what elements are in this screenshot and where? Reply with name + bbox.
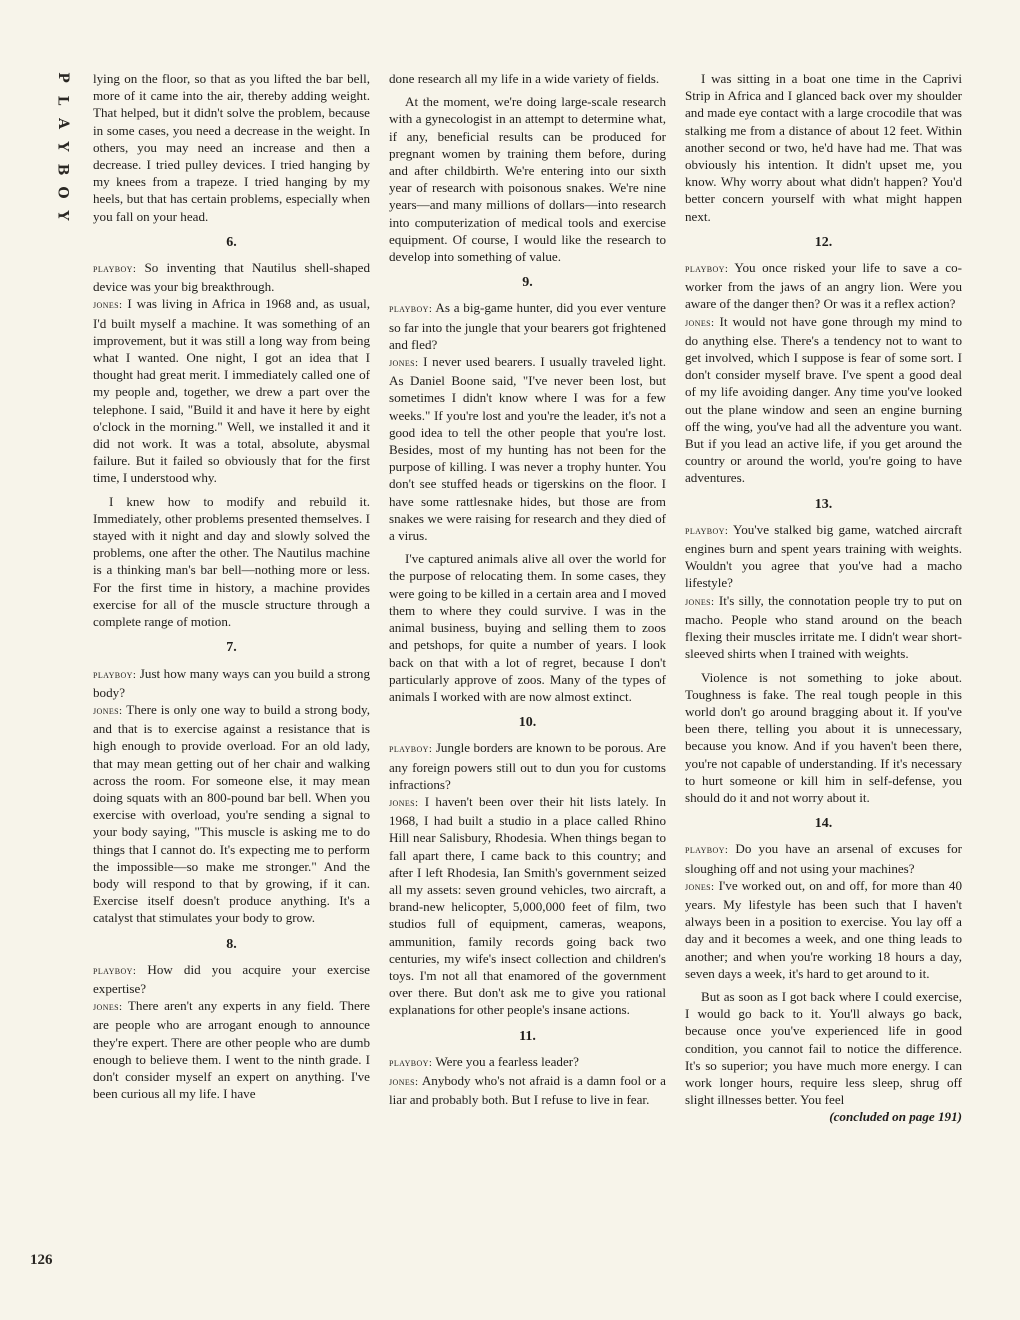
masthead-letter: A (54, 118, 71, 129)
masthead-letter: O (54, 186, 71, 199)
speaker-label: jones: (93, 1001, 123, 1014)
speaker-label: jones: (93, 299, 123, 312)
masthead-playboy (52, 66, 72, 227)
text-column-2 (389, 70, 666, 1108)
paragraph: At the moment, we're doing large-scale research with a gynecologist in an attempt to determine what, if any, beneficial results can be produced for pregnant women by training them before, during and after childbirth. We're entering into our sixth year of research with poisonous snakes. We're nine years—and many millions of dollars—into research into computerization of medical tools and exercise equipment. Of course, I would like the research to develop into something of value. (389, 94, 666, 265)
paragraph: done research all my life in a wide variety of fields. (389, 71, 660, 86)
speaker-label: playboy: (93, 263, 137, 276)
interviewer-question (685, 521, 962, 592)
paragraph: Violence is not something to joke about. Toughness is fake. The real tough people in this world don't go around bragging about it. If you've been there, telling you about it is unnecessary, because you know. And if you haven't been there, you're not capable of understanding. If it's necessary to hurt someone or kill him in self-defense, you should do it and not worry about it. (685, 669, 962, 805)
paragraph-text: I never used bearers. I usually traveled light. As Daniel Boone said, "I've never been lost, but sometimes I didn't know where I was for a few weeks." If you're lost and you're the leader, it's not a good idea to tell the other people that you're lost. Besides, most of my hunting has not been for the purpose of killing. I was never a trophy hunter. You don't see stuffed heads or tigerskins on the floor. I have some rattlesnake hides, but those are from snakes we were raising for research and they died of a virus. (389, 354, 666, 544)
paragraph-text: Do you have an arsenal of excuses for sloughing off and not using your machines? (685, 841, 962, 876)
speaker-label: playboy: (389, 1056, 433, 1069)
speaker-label: playboy: (685, 263, 729, 276)
question-number: 14. (814, 816, 833, 832)
interviewer-question (389, 1053, 666, 1072)
paragraph-text: Anybody who's not afraid is a damn fool or a liar and probably both. But I refuse to live in fear. (389, 1072, 666, 1108)
interviewee-answer (389, 353, 666, 544)
text-column-1 (93, 70, 370, 1102)
masthead-letter: B (54, 163, 71, 176)
interviewee-answer (685, 592, 962, 663)
question-number: 12. (814, 234, 833, 250)
interviewer-question (685, 259, 962, 313)
question-number: 13. (814, 496, 833, 512)
speaker-label: playboy: (93, 964, 137, 977)
paragraph-text: I was living in Africa in 1968 and, as usual, I'd built myself a machine. It was something of an improvement, but it was still a long way from being what I wanted. One night, I got an idea that I thought had great merit. I immediately called one of my people and, together, we drew a part over the telephone. I said, "Build it and have it here by eight o'clock in the morning." Well, we installed it and it did not work. It was a total, absolute, abysmal failure. But it failed so obviously that for the first time, I understood why. (93, 296, 370, 486)
interviewee-answer (389, 793, 666, 1019)
interviewer-question (93, 259, 370, 295)
paragraph-text: I've worked out, on and off, for more than 40 years. My lifestyle has been such that I haven't always been in a position to exercise. You lay off a day and it becomes a week, and one thing leads to another; and when you're working 18 hours a day, seven days a week, it's hard to get around to it. (685, 877, 962, 981)
paragraph: I was sitting in a boat one time in the Caprivi Strip in Africa and I glanced back over my shoulder and made eye contact with a large crocodile that was stalking me from a distance of about 12 feet. Within another second or two, he'd have had me. That was obviously his intention. It didn't upset me, you know. Why worry about what didn't happen? You'd better concern yourself with what might happen next. (685, 71, 962, 224)
paragraph: I knew how to modify and rebuild it. Immediately, other problems presented themselves. I stayed with it night and day and slowly solved the problems, one after the other. The Nautilus machine is a thinking man's bar bell—nothing more or less. For the first time in history, a machine provides exercise for all of the muscle structure through a complete range of motion. (93, 493, 370, 630)
interviewer-question (93, 665, 370, 701)
paragraph: But as soon as I got back where I could exercise, I would go back to it. You'll always go back, because once you've experienced life in good condition, you cannot fail to notice the difference. It's so superior; you have much more energy. I can work longer hours, require less sleep, shrug off slight illnesses better. You feel (685, 988, 962, 1108)
speaker-label: jones: (685, 595, 715, 608)
paragraph-text: Jungle borders are known to be porous. Are any foreign powers still out to dun you for customs infractions? (389, 740, 666, 792)
question-number: 11. (519, 1028, 536, 1044)
speaker-label: playboy: (93, 668, 137, 681)
paragraph-text: You once risked your life to save a co-worker from the jaws of an angry lion. Were you aware of the danger then? Or was it a reflex action? (685, 260, 962, 312)
paragraph-text: Were you a fearless leader? (432, 1053, 579, 1069)
question-number: 10. (518, 715, 537, 731)
masthead-letter: L (54, 95, 71, 106)
paragraph-text: There aren't any experts in any field. There are people who are arrogant enough to announce they're expert. There are other people who are dumb enough to believe them. I went to the ninth grade. I don't consider myself an expert on anything. I've been curious all my life. I have (93, 998, 370, 1102)
continuation-note: (concluded on page 191) (829, 1109, 962, 1125)
interviewee-answer (93, 701, 370, 927)
paragraph-text: There is only one way to build a strong body, and that is to exercise against a resistance that is high enough to provide overload. For an old lady, that may mean getting out of her chair and walking across the room. For someone else, it may mean doing squats with an 800-pound bar bell. When you exercise with overload, you're sending a signal to your body saying, "This muscle is asking me to do things that I cannot do. It's expecting me to perform the impossible—so make me stronger." And the body will respond to that by growing, if it can. Exercise itself doesn't produce anything. It's a catalyst that stimulates your body to grow. (93, 701, 370, 926)
question-number: 8. (226, 936, 237, 952)
page-number: 126 (30, 1252, 53, 1268)
text-column-3 (685, 70, 962, 1126)
interviewer-question (685, 840, 962, 876)
speaker-label: playboy: (685, 844, 729, 857)
paragraph-text: It's silly, the connotation people try to put on macho. People who stand around on the beach flexing their muscles irritate me. I didn't wear short-sleeved shirts when I trained with weights. (685, 592, 962, 662)
masthead-letter: P (54, 72, 71, 83)
interviewer-question (389, 739, 666, 793)
speaker-label: jones: (685, 880, 715, 893)
masthead-letter: Y (54, 141, 71, 152)
paragraph-text: You've stalked big game, watched aircraft engines burn and spent years training with weights. Wouldn't you agree that you've had a macho lifestyle? (685, 521, 962, 591)
speaker-label: jones: (685, 316, 715, 329)
paragraph-text: As a big-game hunter, did you ever venture so far into the jungle that your bearers got frightened and fled? (389, 300, 666, 352)
paragraph: lying on the floor, so that as you lifted the bar bell, more of it came into the air, thereby adding weight. That helped, but it didn't solve the problem, because in some cases, you need a decrease in the weight. In others, you may need an increase and then a decrease. I tried pulley devices. I tried hanging by my knees from a trapeze. I tried hanging by my heels, but that has certain problems, especially when you fall on your head. (93, 71, 370, 224)
paragraph-text: How did you acquire your exercise expertise? (93, 961, 370, 996)
interviewee-answer (389, 1072, 666, 1108)
paragraph-text: Just how many ways can you build a strong body? (93, 665, 370, 700)
question-number: 6. (226, 234, 237, 250)
interviewee-answer (93, 295, 370, 486)
speaker-label: jones: (93, 704, 123, 717)
masthead-letter: Y (54, 210, 71, 221)
question-number: 7. (226, 640, 237, 656)
interviewer-question (93, 961, 370, 997)
question-number: 9. (522, 275, 533, 291)
paragraph-text: So inventing that Nautilus shell-shaped device was your big breakthrough. (93, 260, 370, 295)
paragraph-text: It would not have gone through my mind to do anything else. There's a tendency not to want to get involved, which I suppose is fear of some sort. I don't consider myself brave. I've spent a good deal of my life avoiding danger. Any time you've looked out the plane window and seen an engine burning off the wing, you've had all the adventure you want. But if you lead an active life, if you get around the country or around the world, you're going to have adventures. (685, 313, 962, 486)
paragraph-text: I haven't been over their hit lists lately. In 1968, I had built a studio in a place called Rhino Hill near Salisbury, Rhodesia. When things began to fall apart there, I came back to this country; and after I left Rhodesia, Ian Smith's government seized all my assets: seven ground vehicles, two aircraft, a brand-new helicopter, 5,000,000 feet of film, two studios full of equipment, cameras, weapons, ammunition, family records going back two centuries, my wife's insect collection and children's toys. I'm not all that enamored of the government over there. But don't ask me to give you rational explanations for other people's insane actions. (389, 793, 666, 1018)
speaker-label: jones: (389, 796, 419, 809)
speaker-label: jones: (389, 1075, 419, 1088)
speaker-label: playboy: (389, 303, 433, 316)
interviewee-answer (685, 313, 962, 487)
paragraph: I've captured animals alive all over the world for the purpose of relocating them. In some cases, they were going to be killed in a certain area and I moved them to where they could survive. I was in the animal business, buying and selling them to zoos and petshops, for quite a number of years. I look back on that with a lot of regret, because I don't particularly approve of zoos. Many of the types of animals I worked with are now almost extinct. (389, 551, 666, 704)
interviewer-question (389, 299, 666, 353)
speaker-label: playboy: (685, 524, 729, 537)
speaker-label: jones: (389, 357, 419, 370)
interviewee-answer (93, 997, 370, 1102)
speaker-label: playboy: (389, 743, 433, 756)
interviewee-answer (685, 877, 962, 982)
